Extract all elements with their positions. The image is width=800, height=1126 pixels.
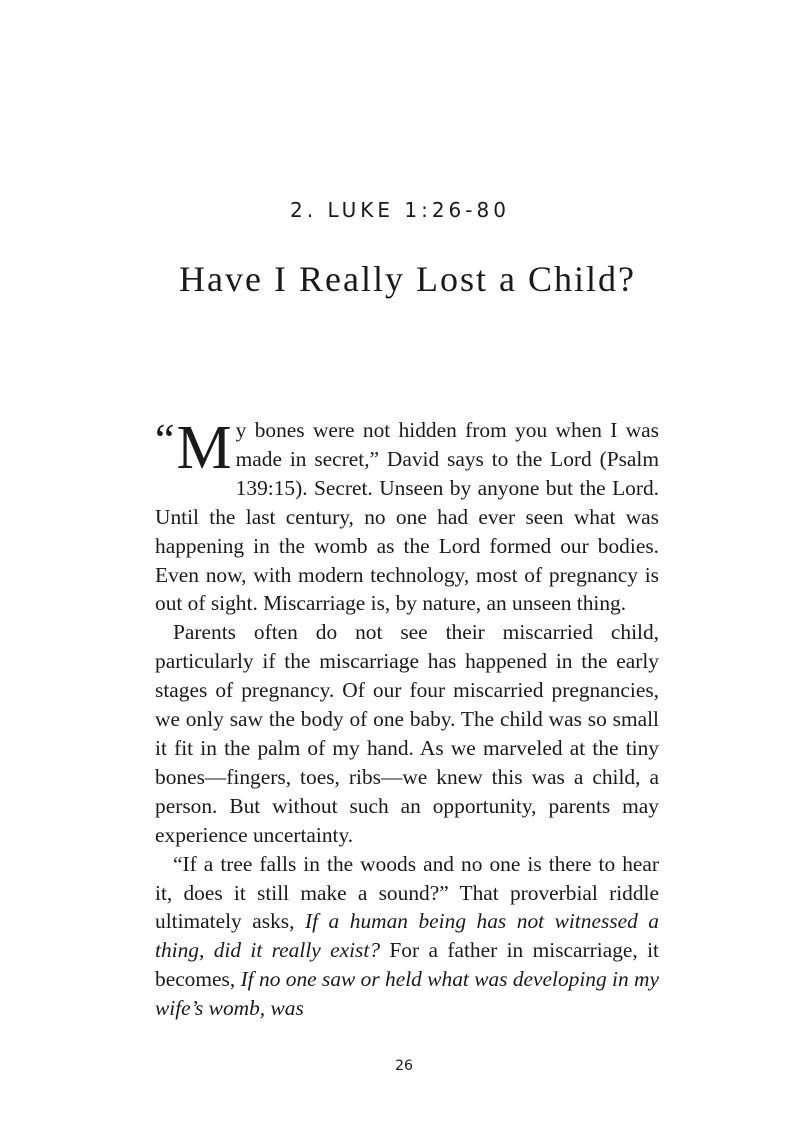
chapter-number: 2. LUKE 1:26-80 <box>290 198 510 222</box>
chapter-body <box>155 416 659 1023</box>
dropcap-letter: M <box>176 414 232 482</box>
paragraph-3 <box>155 850 659 1023</box>
paragraph-3-text-start: “If a tree falls in the woods and no one is there to hear it, does it still make a sound?” That proverbial riddle ultimately asks, <box>155 851 659 934</box>
paragraph-1 <box>155 416 659 618</box>
paragraph-3-italic-question: If a human being has not witnessed a thing, did it really exist? <box>155 909 659 963</box>
chapter-title: Have I Really Lost a Child? <box>179 259 636 299</box>
paragraph-3-italic-continuation: If no one saw or held what was developing in my wife’s womb, was <box>155 967 659 1021</box>
page-number: 26 <box>395 1058 413 1074</box>
paragraph-1-text: y bones were not hidden from you when I was made in secret,” David says to the Lord (Psalm 139:15). Secret. Unseen by anyone but the Lord. Until the last century, no one had ever seen what was happening in the womb as the Lord formed our bodies. Even now, with modern technology, most of pregnancy is out of sight. Miscarriage is, by nature, an unseen thing. <box>155 418 659 616</box>
dropcap-quote-mark: “ <box>155 415 175 464</box>
paragraph-2: Parents often do not see their miscarried child, particularly if the miscarriage has happened in the early stages of pregnancy. Of our four miscarried pregnancies, we only saw the body of one baby. The child was so small it fit in the palm of my hand. As we marveled at the tiny bones—fingers, toes, ribs—we knew this was a child, a person. But without such an opportunity, parents may experience uncertainty. <box>155 620 659 847</box>
paragraph-3-text-middle: For a father in miscarriage, it becomes, <box>155 938 659 992</box>
